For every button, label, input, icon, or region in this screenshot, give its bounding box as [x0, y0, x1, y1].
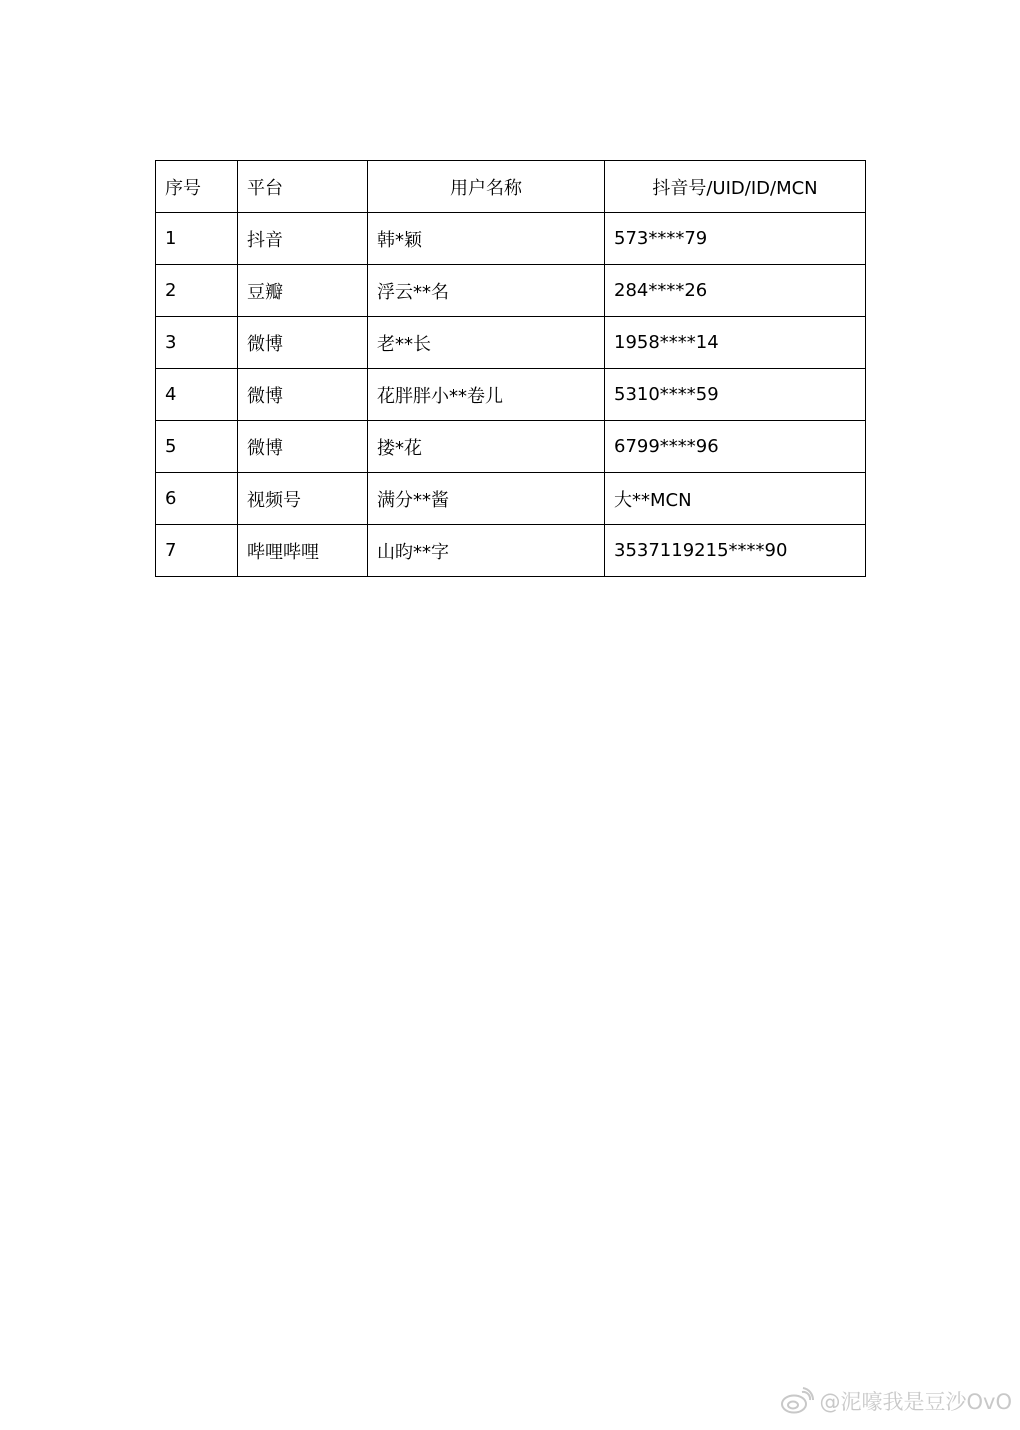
table-row: [156, 317, 866, 369]
cell-index: 2: [156, 265, 238, 317]
table-row: [156, 369, 866, 421]
table-row: [156, 213, 866, 265]
watermark: [780, 1386, 1013, 1416]
cell-platform: 微博: [238, 421, 368, 473]
header-index: 序号: [156, 161, 238, 213]
table-row: [156, 265, 866, 317]
table-row: [156, 421, 866, 473]
table-row: [156, 473, 866, 525]
watermark-text: @泥嚎我是豆沙OvO: [819, 1390, 1012, 1414]
cell-platform: 微博: [238, 369, 368, 421]
cell-account-id: 6799****96: [605, 421, 866, 473]
cell-index: 1: [156, 213, 238, 265]
weibo-icon: [780, 1387, 814, 1415]
cell-index: 7: [156, 525, 238, 577]
cell-username: 满分**酱: [368, 473, 605, 525]
cell-username: 浮云**名: [368, 265, 605, 317]
header-platform: 平台: [238, 161, 368, 213]
cell-platform: 哔哩哔哩: [238, 525, 368, 577]
cell-username: 花胖胖小**卷儿: [368, 369, 605, 421]
cell-index: 5: [156, 421, 238, 473]
table-header-row: [156, 161, 866, 213]
cell-platform: 视频号: [238, 473, 368, 525]
header-username: 用户名称: [368, 161, 605, 213]
cell-account-id: 大**MCN: [605, 473, 866, 525]
cell-account-id: 3537119215****90: [605, 525, 866, 577]
cell-index: 3: [156, 317, 238, 369]
cell-index: 6: [156, 473, 238, 525]
cell-index: 4: [156, 369, 238, 421]
cell-username: 韩*颖: [368, 213, 605, 265]
cell-username: 搂*花: [368, 421, 605, 473]
record-table: [155, 160, 866, 577]
cell-username: 老**长: [368, 317, 605, 369]
cell-account-id: 1958****14: [605, 317, 866, 369]
cell-account-id: 573****79: [605, 213, 866, 265]
cell-platform: 微博: [238, 317, 368, 369]
cell-account-id: 5310****59: [605, 369, 866, 421]
table-row: [156, 525, 866, 577]
cell-account-id: 284****26: [605, 265, 866, 317]
cell-platform: 豆瓣: [238, 265, 368, 317]
cell-platform: 抖音: [238, 213, 368, 265]
header-account-id: 抖音号/UID/ID/MCN: [605, 161, 866, 213]
cell-username: 山昀**字: [368, 525, 605, 577]
